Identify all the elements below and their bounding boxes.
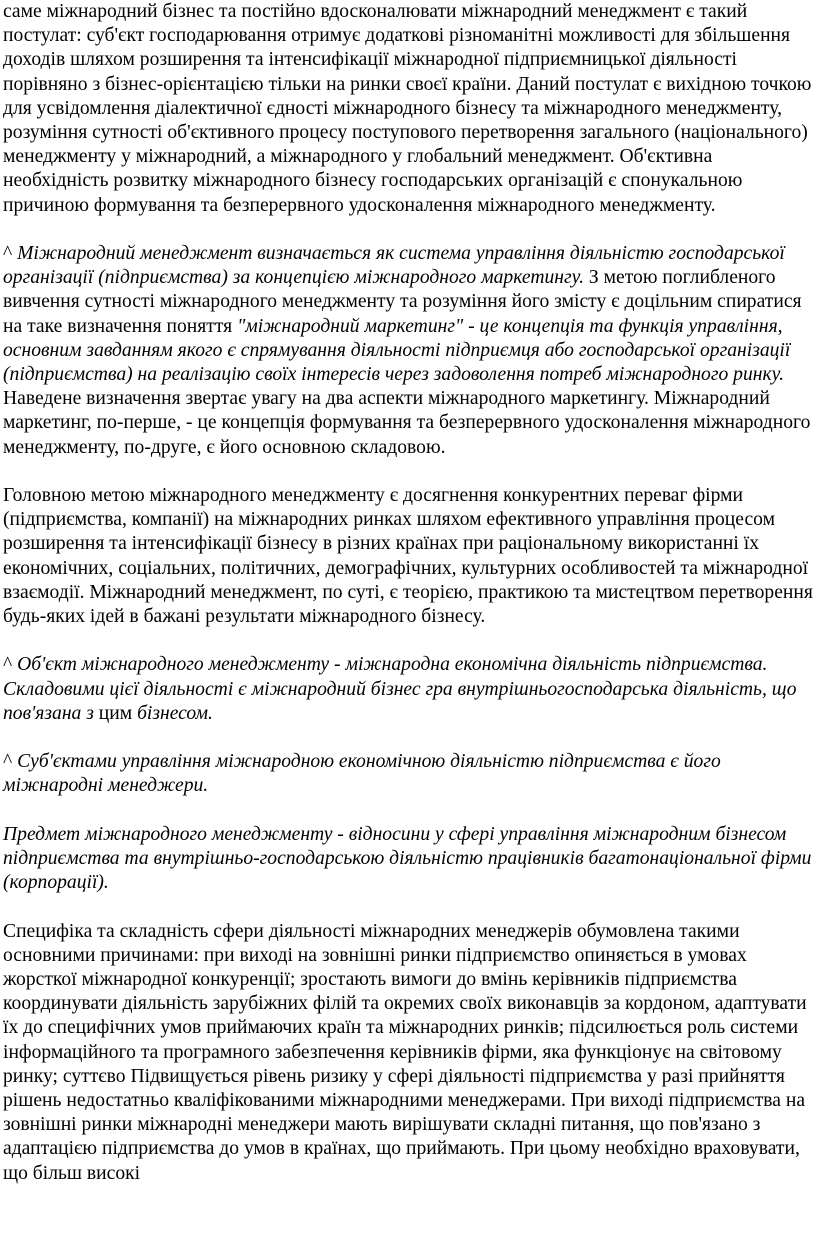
paragraph-definition-management bbox=[3, 242, 813, 460]
paragraph-object bbox=[3, 653, 813, 726]
text-run: З метою поглибленого вивчення сутності міжнародного менеджменту та розуміння його змісту є доцільним спиратися на таке визначення поняття bbox=[3, 267, 802, 337]
paragraph-main-goal: Головною метою міжнародного менеджменту є досягнення конкурентних переваг фірми (підприємства, компанії) на міжнародних ринках шляхом ефективного управління процесом розширення та інтенсифікації бізнесу в різних країнах при раціональному використанні їх економічних, соціальних, політичних, демографічних, культурних особливостей та міжнародної взаємодії. Міжнародний менеджмент, по суті, є теорією, практикою та мистецтвом перетворення будь-яких ідей в бажані результати міжнародного бізнесу. bbox=[3, 485, 813, 628]
italic-object-definition: Об'єкт міжнародного менеджменту - міжнародна економічна діяльність підприємства. Складовими цієї діяльності є міжнародний бізнес гра внутрішньогосподарська діяльність, що пов'язана з bbox=[3, 654, 797, 724]
paragraph-subject-matter: Предмет міжнародного менеджменту - відносини у сфері управління міжнародним бізнесом підприємства та внутрішньо-господарською діяльністю працівників багатонаціональної фірми (корпорації). bbox=[3, 823, 812, 894]
italic-subjects-definition: Суб'єктами управління міжнародною економічною діяльністю підприємства є його міжнародні менеджери. bbox=[3, 751, 721, 797]
italic-definition-management: Міжнародний менеджмент визначається як система управління діяльністю господарської організації (підприємства) за концепцією міжнародного маркетингу. bbox=[3, 243, 785, 289]
italic-object-end: бізнесом. bbox=[137, 702, 213, 724]
paragraph-specifics: Специфіка та складність сфери діяльності міжнародних менеджерів обумовлена такими основними причинами: при виході на зовнішні ринки підприємство опиняється в умовах жорсткої міжнародної конкуренції; зростають вимоги до вмінь керівників підприємства координувати діяльність зарубіжних філій та окремих своїх виконавців за кордоном, адаптувати їх до специфічних умов приймаючих країн та міжнародних ринків; підсилюється роль системи інформаційного та програмного забезпечення керівників фірми, яка функціонує на світовому ринку; суттєво Підвищується рівень ризику у сфері діяльності підприємства у разі прийняття рішень недостатньо кваліфікованими міжнародними менеджерами. При виході підприємства на зовнішні ринки міжнародні менеджери мають вирішувати складні питання, що пов'язано з адаптацією підприємства до умов в країнах, що приймають. При цьому необхідно враховувати, що більш високі bbox=[3, 920, 807, 1184]
paragraph-intro: саме міжнародний бізнес та постійно вдосконалювати міжнародний менеджмент є такий постулат: суб'єкт господарювання отримує додаткові різноманітні можливості для збільшення доходів шляхом розширення та інтенсифікації міжнародної підприємницької діяльності порівняно з бізнес-орієнтацією тільки на ринки своєї країни. Даний постулат є вихідною точкою для усвідомлення діалектичної єдності міжнародного бізнесу та міжнародного менеджменту, розуміння сутності об'єктивного процесу поступового перетворення загального (національного) менеджменту у міжнародний, а міжнародного у глобальний менеджмент. Об'єктивна необхідність розвитку міжнародного бізнесу господарських організацій є спонукальною причиною формування та безперервного удосконалення міжнародного менеджменту. bbox=[3, 1, 812, 216]
italic-definition-marketing: "міжнародний маркетинг" - це концепція та функція управління, основним завданням якого є спрямування діяльності підприємця або господарської організації (підприємства) на реалізацію своїх інтересів через задоволення потреб міжнародного ринку. bbox=[3, 315, 791, 386]
text-run: Наведене визначення звертає увагу на два аспекти міжнародного маркетингу. Міжнародний маркетинг, по-перше, - це концепція формування та безперервного удосконалення міжнародного менеджменту, по-друге, є його основною складовою. bbox=[3, 388, 811, 458]
paragraph-subjects bbox=[3, 750, 813, 798]
text-run: цим bbox=[93, 702, 138, 724]
caret-marker: ^ bbox=[3, 243, 18, 265]
caret-marker: ^ bbox=[3, 654, 18, 676]
caret-marker: ^ bbox=[3, 751, 18, 773]
